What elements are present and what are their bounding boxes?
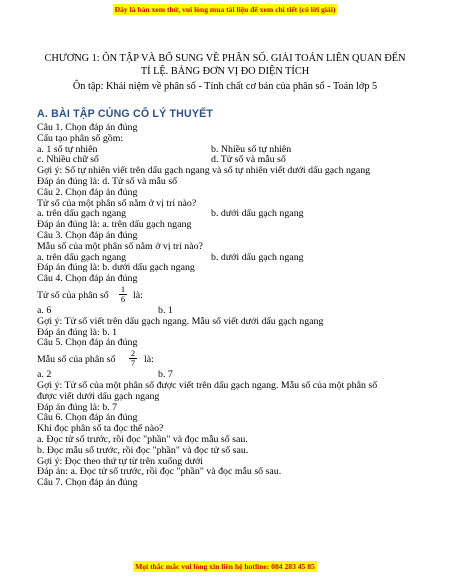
q4-prompt-lead: Tử số của phân số <box>37 289 109 301</box>
q5-hint-line1: Gợi ý: Tử số của một phân số được viết trên dấu gạch ngang. Mẫu số của một phân số <box>37 379 378 391</box>
q5-fraction <box>129 349 137 368</box>
q6-title: Câu 6. Chọn đáp án đúng <box>37 412 138 424</box>
q4-answer: Đáp án đúng là: b. 1 <box>37 326 118 338</box>
q1-option-b: b. Nhiều số tự nhiên <box>211 143 292 155</box>
q1-title: Câu 1. Chọn đáp án đúng <box>37 122 138 133</box>
q4-option-a: a. 6 <box>37 304 52 316</box>
q7-title: Câu 7. Chọn đáp án đúng <box>37 477 138 489</box>
preview-banner <box>0 5 450 14</box>
q1-option-a: a. 1 số tự nhiên <box>37 143 98 155</box>
q2-answer: Đáp án đúng là: a. trên dấu gạch ngang <box>37 219 192 231</box>
q3-option-a: a. trên dấu gạch ngang <box>37 251 127 263</box>
q3-prompt: Mẫu số của một phân số nằm ở vị trí nào? <box>37 240 203 252</box>
q3-option-b: b. dưới dấu gạch ngang <box>211 251 304 263</box>
q1-prompt: Cấu tạo phân số gồm: <box>37 132 124 144</box>
q1-answer: Đáp án đúng là: d. Tử số và mẫu số <box>37 175 178 187</box>
q4-prompt-trail: là: <box>133 289 143 301</box>
section-heading: A. BÀI TẬP CỦNG CỐ LÝ THUYẾT <box>37 108 214 120</box>
q5-prompt-lead: Mẫu số của phân số <box>37 354 116 366</box>
q5-fraction-numerator: 2 <box>130 348 136 359</box>
q4-hint: Gợi ý: Tử số viết trên dấu gạch ngang. Mẫu số viết dưới dấu gạch ngang <box>37 315 324 327</box>
q5-option-b: b. 7 <box>158 369 173 381</box>
q5-option-a: a. 2 <box>37 369 52 381</box>
q4-fraction-denominator: 6 <box>120 293 126 304</box>
q5-prompt <box>37 349 437 370</box>
chapter-title-line2: TỈ LỆ. BẢNG ĐƠN VỊ ĐO DIỆN TÍCH <box>140 66 310 77</box>
q6-hint: Gợi ý: Đọc theo thứ tự từ trên xuống dưới <box>37 455 203 467</box>
q6-option-b: b. Đọc mẫu số trước, rồi đọc "phần" và đọc tử số sau. <box>37 444 249 456</box>
exercise-content <box>37 123 437 489</box>
q3-answer: Đáp án đúng là: b. dưới dấu gạch ngang <box>37 262 195 274</box>
q6-answer: Đáp án: a. Đọc tử số trước, rồi đọc "phần" và đọc mẫu số sau. <box>37 466 282 478</box>
chapter-title-line1: CHƯƠNG 1: ÔN TẬP VÀ BỔ SUNG VỀ PHÂN SỐ. GIẢI TOÁN LIÊN QUAN ĐẾN <box>44 53 406 64</box>
q3-title: Câu 3. Chọn đáp án đúng <box>37 229 138 241</box>
hotline-banner <box>0 562 450 571</box>
q4-prompt <box>37 285 437 306</box>
q5-prompt-trail: là: <box>144 354 154 366</box>
q6-option-a: a. Đọc tử số trước, rồi đọc "phần" và đọc mẫu số sau. <box>37 433 248 445</box>
q2-prompt: Tử số của một phân số nằm ở vị trí nào? <box>37 197 197 209</box>
q2-title: Câu 2. Chọn đáp án đúng <box>37 186 138 198</box>
q4-option-b: b. 1 <box>158 304 173 316</box>
q5-hint-line2: được viết dưới dấu gạch ngang <box>37 390 160 402</box>
q1-option-c: c. Nhiều chữ số <box>37 154 99 166</box>
q1-hint: Gợi ý: Số tự nhiên viết trên dấu gạch ngang và số tự nhiên viết dưới dấu gạch ngang <box>37 165 371 177</box>
lesson-subtitle: Ôn tập: Khái niệm về phân số - Tính chất cơ bản của phân số - Toán lớp 5 <box>72 81 378 92</box>
q5-answer: Đáp án đúng là: b. 7 <box>37 401 118 413</box>
q1-option-d: d. Tử số và mẫu số <box>211 154 286 166</box>
q6-prompt: Khi đọc phân số ta đọc thế nào? <box>37 423 164 435</box>
q4-fraction-numerator: 1 <box>120 283 126 294</box>
q4-title: Câu 4. Chọn đáp án đúng <box>37 273 138 285</box>
preview-banner-text: Đây là bản xem thử, vui lòng mua tài liệu để xem chi tiết (có lời giải) <box>114 5 336 14</box>
q4-fraction <box>119 285 127 304</box>
q5-fraction-denominator: 7 <box>130 358 136 369</box>
hotline-banner-text: Mọi thắc mắc vui lòng xin liên hệ hotline: 084 283 45 85 <box>135 562 315 571</box>
q5-title: Câu 5. Chọn đáp án đúng <box>37 337 138 349</box>
q2-option-b: b. dưới dấu gạch ngang <box>211 208 304 220</box>
q2-option-a: a. trên dấu gạch ngang <box>37 208 127 220</box>
chapter-title <box>40 52 410 78</box>
